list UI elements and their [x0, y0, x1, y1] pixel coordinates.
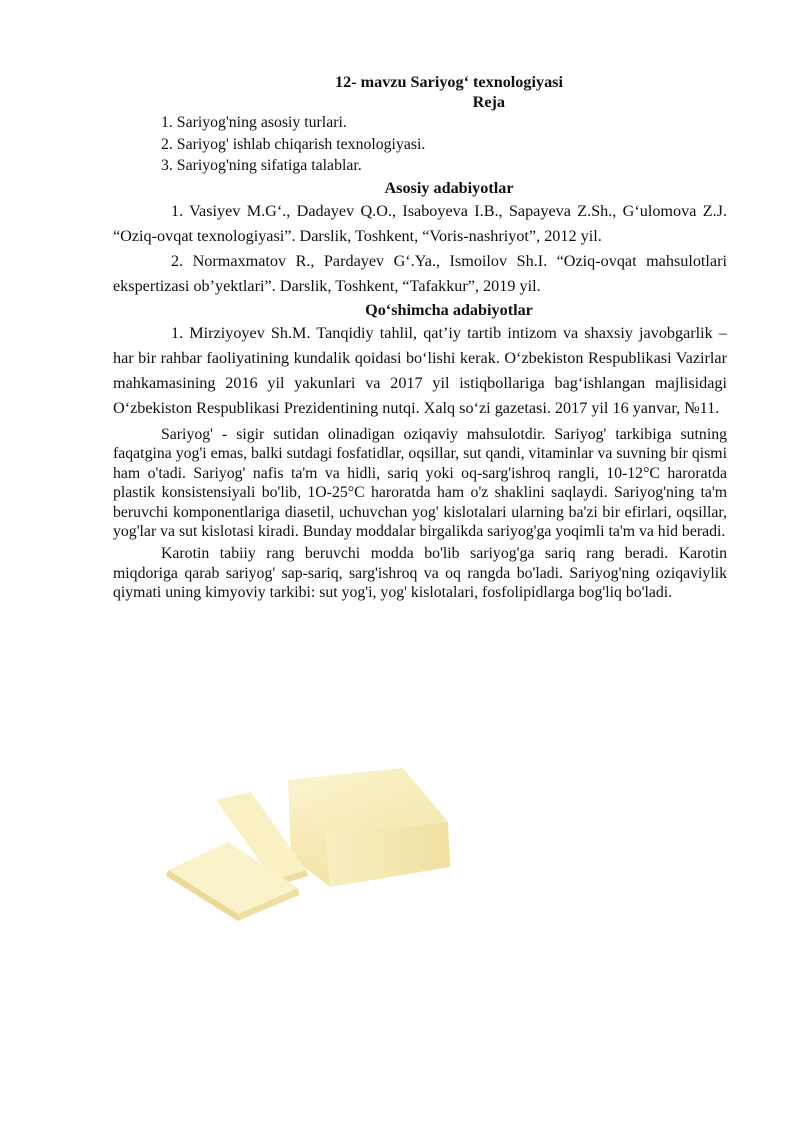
extra-ref-item: 1. Mirziyoyev Sh.M. Tanqidiy tahlil, qat’iy tartib intizom va shaxsiy javobgarlik – har bir rahbar faoliyatining kundalik qoidasi bo‘lishi kerak. O‘zbekiston Respublikasi Vazirlar mahkamasining 2016 yil yakunlari va 2017 yil istiqbollariga bag‘ishlangan majlisidagi O‘zbekiston Respublikasi Prezidentining nutqi. Xalq so‘zi gazetasi. 2017 yil 16 yanvar, №11.: [113, 323, 727, 417]
main-ref-item: 2. Normaxmatov R., Pardayev G‘.Ya., Ismoilov Sh.I. “Oziq-ovqat mahsulotlari ekspertizasi ob’yektlari”. Darslik, Toshkent, “Tafakkur”, 2019 yil.: [113, 251, 727, 295]
page-title: 12- mavzu Sariyog‘ texnologiyasi: [335, 73, 563, 91]
butter-image: [158, 762, 458, 922]
plan-item: 2. Sariyog' ishlab chiqarish texnologiyasi.: [161, 135, 426, 153]
plan-list: [113, 112, 727, 177]
document-page: [113, 72, 727, 603]
body-paragraph: Karotin tabiiy rang beruvchi modda bo'lib sariyog'ga sariq rang beradi. Karotin miqdoriga qarab sariyog' sap-sariq, sarg'ishroq va oq rangda bo'ladi. Sariyog'ning oziqaviylik qiymati uning kimyoviy tarkibi: sut yog'i, yog' kislotalari, fosfolipidlarga bog'liq bo'ladi.: [113, 545, 727, 602]
main-ref-item: 1. Vasiyev M.G‘., Dadayev Q.O., Isaboyeva I.B., Sapayeva Z.Sh., G‘ulomova Z.J. “Oziq-ovqat texnologiyasi”. Darslik, Toshkent, “Voris-nashriyot”, 2012 yil.: [113, 201, 727, 245]
plan-heading: Reja: [472, 93, 505, 111]
butter-block: [288, 768, 450, 887]
extra-refs-heading: Qo‘shimcha adabiyotlar: [365, 300, 533, 319]
plan-item: 1. Sariyog'ning asosiy turlari.: [161, 114, 347, 131]
plan-item: 3. Sariyog'ning sifatiga talablar.: [161, 157, 362, 174]
main-refs-heading: Asosiy adabiyotlar: [384, 178, 514, 197]
body-paragraph: Sariyog' - sigir sutidan olinadigan oziqaviy mahsulotdir. Sariyog' tarkibiga sutning faqatgina yog'i emas, balki sutdagi fosfatidlar, oqsillar, sut qandi, vitaminlar va suvning bir qismi ham o'tadi. Sariyog' nafis ta'm va hidli, sariq yoki oq-sarg'ishroq rangli, 10-12°C haroratda plastik konsistensiyali bo'lib, 1O-25°C haroratda ham o'z shaklini saqlaydi. Sariyog'ning ta'm beruvchi komponentlariga diasetil, uchuvchan yog' kislotalari ularning ba'zi bir efirlari, oqsillar, yog'lar va sut kislotasi kiradi. Bunday moddalar birgalikda sariyog'ga yoqimli ta'm va hid beradi.: [113, 425, 727, 541]
